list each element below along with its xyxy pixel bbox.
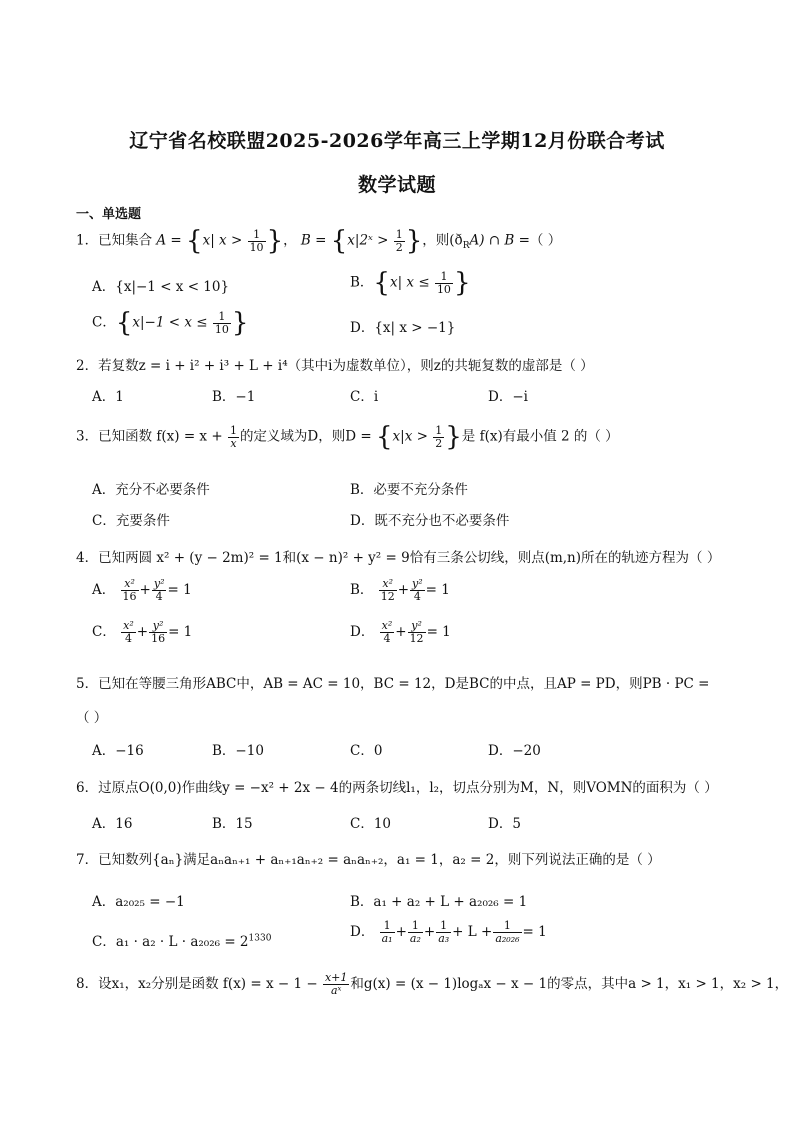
- section-heading: 一、单选题: [76, 207, 142, 222]
- question-7-option-b: B．a₁ + a₂ + L + a₂₀₂₆ = 1: [350, 894, 528, 910]
- question-4-option-a: A． $\frac{\text{x²}}{16}$ + $\frac{\text{y²}}{4}$ = 1: [92, 577, 192, 603]
- question-3-option-d: D．既不充分也不必要条件: [350, 513, 510, 529]
- question-2-option-b: B．−1: [212, 389, 256, 405]
- question-5-option-b: B．−10: [212, 743, 264, 759]
- question-5-option-a: A．−16: [92, 743, 144, 759]
- question-6-stem: 6．过原点O(0,0)作曲线y = −x² + 2x − 4的两条切线l₁，l₂，切点分别为M，N，则VOMN的面积为（ ）: [76, 780, 718, 796]
- question-3-stem: 3．已知函数 f(x) = x + $\frac{1}{x}$ 的定义域为D，则D = {x|x > $\frac{1}{2}$ }是 f(x)有最小值 2 的（ ）: [76, 422, 619, 452]
- question-2-option-a: A．1: [92, 389, 124, 405]
- question-4-option-d: D． $\frac{\text{x²}}{4}$ + $\frac{\text{y²}}{12}$ = 1: [350, 619, 451, 645]
- question-7-option-c: C．$a_1 \cdot a_2 \cdot L \cdot a_{2026} = 2^{1330}$: [92, 933, 272, 950]
- question-1-stem: 1．已知集合 A = {x| x > $\frac{1}{10}$ }， B = {x|2ˣ > $\frac{1}{2}$ }，则$(ð_RA)$ ∩ B =（ ）: [76, 226, 562, 256]
- question-1-option-a: A．{x|−1 < x < 10}: [92, 279, 230, 295]
- question-5-stem: 5．已知在等腰三角形ABC中，AB = AC = 10，BC = 12，D是BC的中点，且AP = PD，则PB · PC =: [76, 676, 710, 692]
- question-4-stem: 4．已知两圆 x² + (y − 2m)² = 1和(x − n)² + y² = 9恰有三条公切线，则点(m,n)所在的轨迹方程为（ ）: [76, 550, 721, 566]
- question-6-option-b: B．15: [212, 816, 253, 832]
- question-2-option-d: D．−i: [488, 389, 528, 405]
- question-2-option-c: C．i: [350, 389, 379, 405]
- question-7-stem: 7．已知数列{aₙ}满足aₙaₙ₊₁ + aₙ₊₁aₙ₊₂ = aₙaₙ₊₂，a₁ = 1，a₂ = 2，则下列说法正确的是（ ）: [76, 852, 661, 868]
- question-7-option-d: D． $\frac{1}{\text{a₁}}$ + $\frac{1}{\text{a₂}}$ + $\frac{1}{\text{a₃}}$ + L + $\frac{1}{\text{a₂₀₂₆}}$ = 1: [350, 919, 547, 945]
- question-6-option-d: D．5: [488, 816, 521, 832]
- question-4-option-b: B． $\frac{\text{x²}}{12}$ + $\frac{\text{y²}}{4}$ = 1: [350, 577, 450, 603]
- question-5-paren: （ ）: [76, 710, 108, 726]
- question-1-option-b: B．{x| x ≤ $\frac{1}{10}$ }: [350, 268, 471, 298]
- question-6-option-a: A．16: [92, 816, 133, 832]
- question-4-option-c: C． $\frac{\text{x²}}{4}$ + $\frac{\text{y²}}{16}$ = 1: [92, 619, 193, 645]
- question-3-option-c: C．充要条件: [92, 513, 170, 529]
- question-3-option-b: B．必要不充分条件: [350, 482, 468, 498]
- question-5-option-d: D．−20: [488, 743, 541, 759]
- exam-title: 辽宁省名校联盟2025-2026学年高三上学期12月份联合考试: [129, 130, 665, 152]
- question-1-option-d: D．{x| x > −1}: [350, 320, 456, 336]
- question-6-option-c: C．10: [350, 816, 392, 832]
- question-7-option-a: A．a₂₀₂₅ = −1: [92, 894, 185, 910]
- exam-subtitle: 数学试题: [357, 174, 436, 196]
- question-8-stem: 8．设x₁，x₂分别是函数 f(x) = x − 1 − $\frac{x+1}{\text{aˣ}}$ 和g(x) = (x − 1)logₐx − x − 1的零点，其中a > 1，x₁ > 1，x₂ > 1，: [76, 971, 789, 997]
- question-2-stem: 2．若复数z = i + i² + i³ + L + i⁴（其中i为虚数单位），则z的共轭复数的虚部是（ ）: [76, 358, 594, 374]
- question-3-option-a: A．充分不必要条件: [92, 482, 210, 498]
- question-1-option-c: C．{x|−1 < x ≤ $\frac{1}{10}$ }: [92, 308, 249, 338]
- question-5-option-c: C．0: [350, 743, 383, 759]
